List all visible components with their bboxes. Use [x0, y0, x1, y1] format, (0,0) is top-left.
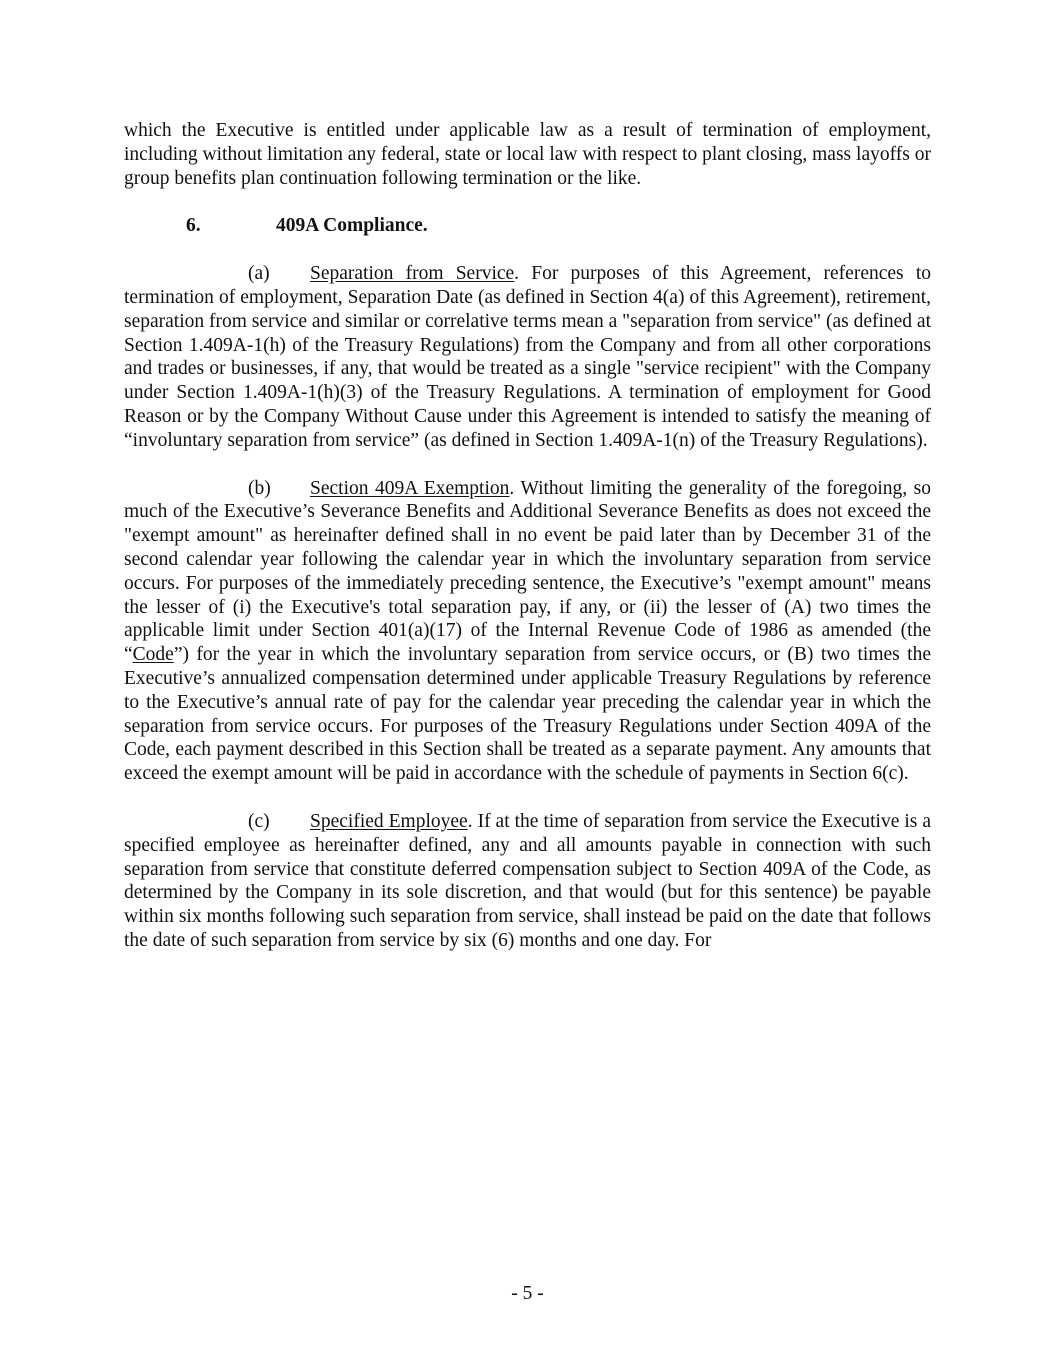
section-number: 6. [186, 215, 201, 237]
subsection-c-title: Specified Employee [310, 810, 468, 832]
page-number: - 5 - [511, 1283, 544, 1304]
section-heading [124, 214, 931, 238]
subsection-a-marker: (a) [248, 263, 270, 285]
subsection-b-marker: (b) [248, 477, 271, 499]
subsection-b-title: Section 409A Exemption [310, 477, 510, 499]
document-page [124, 119, 931, 977]
section-title: 409A Compliance. [276, 215, 428, 237]
subsection-a-title: Separation from Service [310, 263, 515, 285]
code-defined-term: Code [132, 644, 174, 666]
subsection-b-body-1: . Without limiting the generality of the foregoing, so much of the Executive’s Severance Benefits and Additional Severance Benefits as does not exceed the "exempt amount" as hereinafter defined shall in no event be paid later than by December 31 of the second calendar year following the calendar year in which the involuntary separation from service occurs. For purposes of the immediately preceding sentence, the Executive’s "exempt amount" means the lesser of (i) the Executive's total separation pay, if any, or (ii) the lesser of (A) two times the applicable limit under Section 401(a)(17) of the Internal Revenue Code of 1986 as amended (the “ [124, 477, 931, 666]
subsection-a [124, 262, 931, 452]
subsection-b [124, 477, 931, 786]
intro-paragraph: which the Executive is entitled under applicable law as a result of termination of employment, including without limitation any federal, state or local law with respect to plant closing, mass layoffs or group benefits plan continuation following termination or the like. [124, 120, 931, 189]
subsection-a-body: . For purposes of this Agreement, references to termination of employment, Separation Date (as defined in Section 4(a) of this Agreement), retirement, separation from service and similar or correlative terms mean a "separation from service" (as defined at Section 1.409A-1(h) of the Treasury Regulations) from the Company and from all other corporations and trades or businesses, if any, that would be treated as a single "service recipient" with the Company under Section 1.409A-1(h)(3) of the Treasury Regulations. A termination of employment for Good Reason or by the Company Without Cause under this Agreement is intended to satisfy the meaning of “involuntary separation from service” (as defined in Section 1.409A-1(n) of the Treasury Regulations). [124, 263, 931, 451]
subsection-c-body: . If at the time of separation from service the Executive is a specified employee as hereinafter defined, any and all amounts payable in connection with such separation from service that constitute deferred compensation subject to Section 409A of the Code, as determined by the Company in its sole discretion, and that would (but for this sentence) be payable within six months following such separation from service, shall instead be paid on the date that follows the date of such separation from service by six (6) months and one day. For [124, 810, 932, 951]
subsection-b-body-2: ”) for the year in which the involuntary separation from service occurs, or (B) two times the Executive’s annualized compensation determined under applicable Treasury Regulations by reference to the Executive’s annual rate of pay for the calendar year preceding the calendar year in which the separation from service occurs. For purposes of the Treasury Regulations under Section 409A of the Code, each payment described in this Section shall be treated as a separate payment. Any amounts that exceed the exempt amount will be paid in accordance with the schedule of payments in Section 6(c). [124, 644, 931, 785]
subsection-c [124, 810, 931, 953]
subsection-c-marker: (c) [248, 810, 270, 832]
